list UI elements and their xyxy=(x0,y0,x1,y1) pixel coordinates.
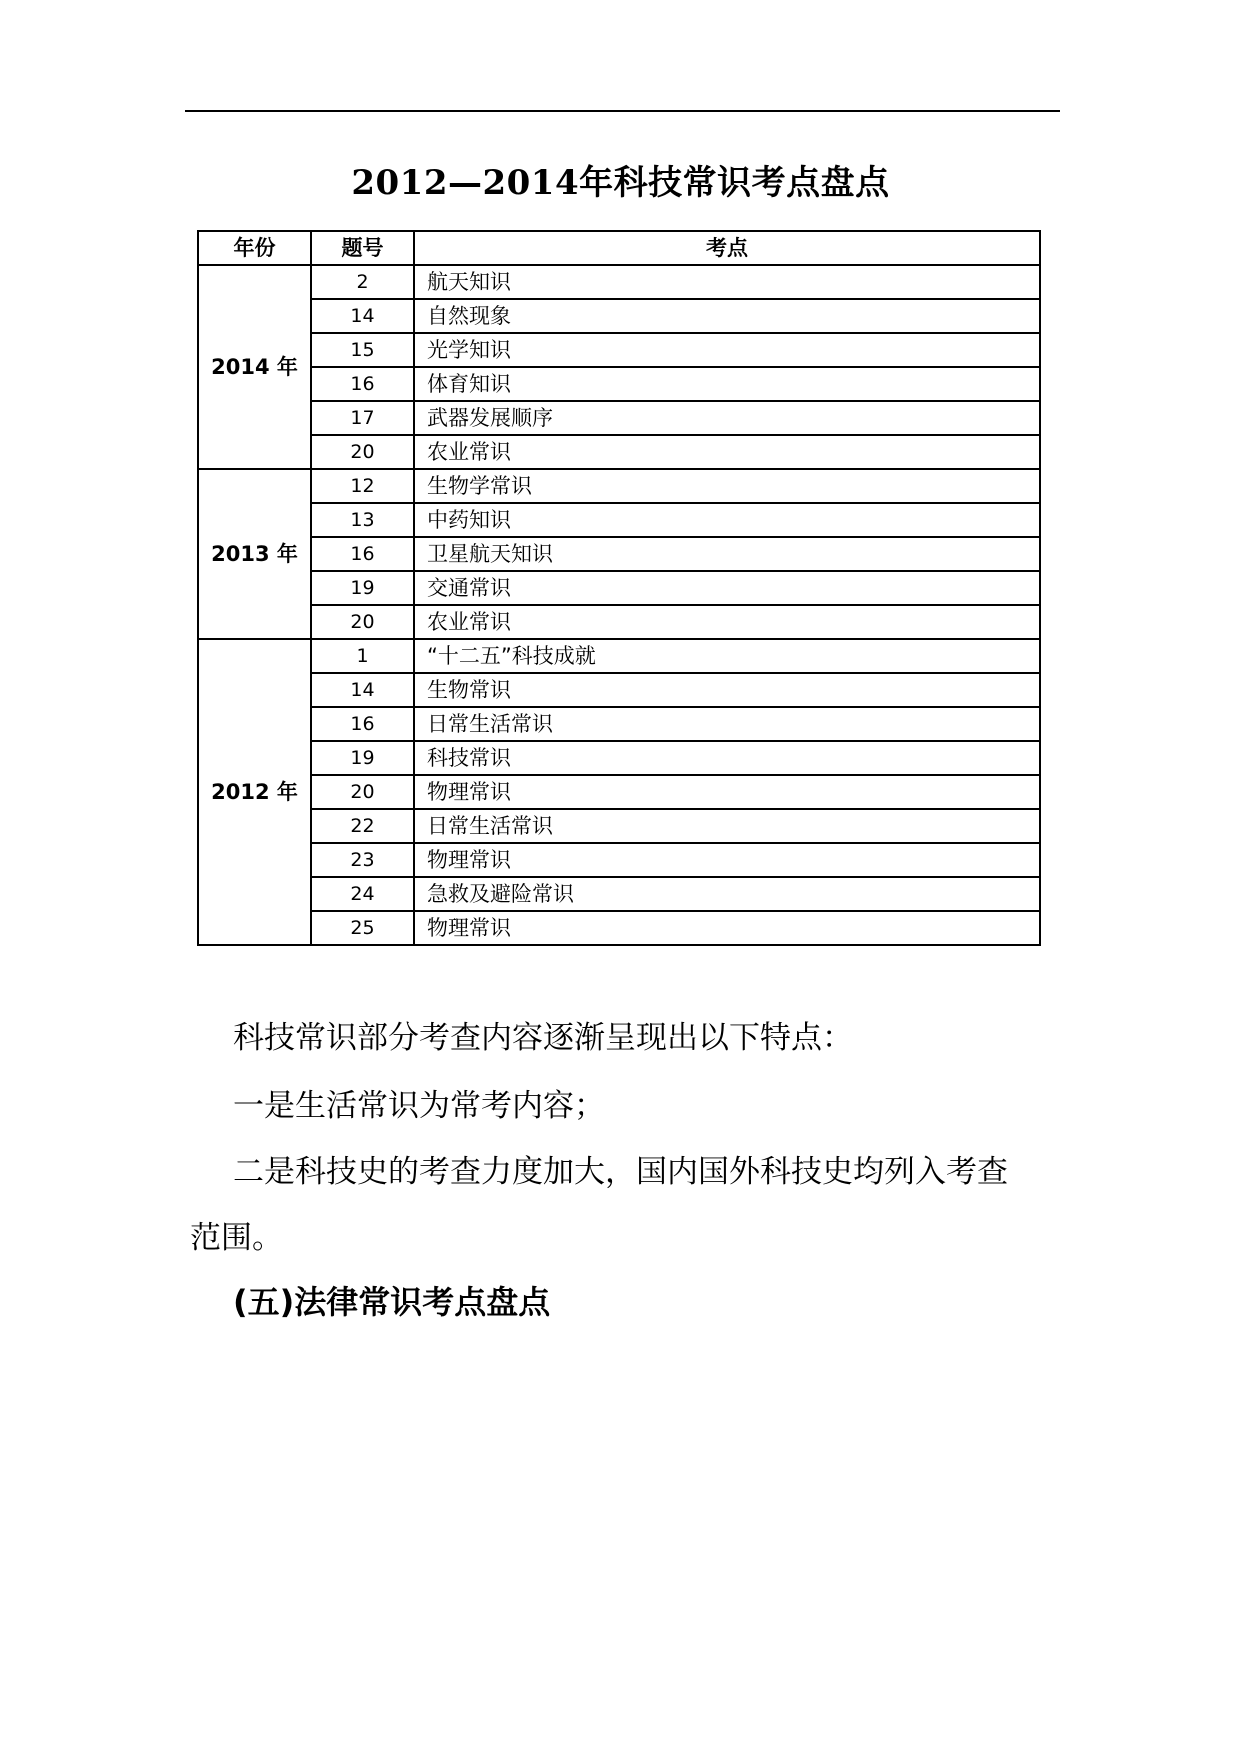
table-row xyxy=(198,503,1040,537)
table-header-row xyxy=(198,231,1040,265)
topic-cell: 物理常识 xyxy=(414,911,1040,945)
topic-cell: 光学知识 xyxy=(414,333,1040,367)
question-number: 12 xyxy=(311,469,414,503)
table-row xyxy=(198,333,1040,367)
topic-cell: 农业常识 xyxy=(414,435,1040,469)
table-row xyxy=(198,469,1040,503)
table-row xyxy=(198,639,1040,673)
table-row xyxy=(198,537,1040,571)
year-cell: 2012 年 xyxy=(198,639,311,945)
topic-cell: 日常生活常识 xyxy=(414,809,1040,843)
table-row xyxy=(198,435,1040,469)
question-number: 19 xyxy=(311,571,414,605)
question-number: 22 xyxy=(311,809,414,843)
topic-cell: 物理常识 xyxy=(414,843,1040,877)
question-number: 24 xyxy=(311,877,414,911)
table-row xyxy=(198,809,1040,843)
point-one-paragraph: 一是生活常识为常考内容； xyxy=(233,1088,605,1124)
topic-cell: 科技常识 xyxy=(414,741,1040,775)
header-topic: 考点 xyxy=(414,231,1040,265)
question-number: 13 xyxy=(311,503,414,537)
point-two-paragraph-line2: 范围。 xyxy=(190,1220,283,1256)
table-row xyxy=(198,741,1040,775)
table-row xyxy=(198,877,1040,911)
topic-cell: 急救及避险常识 xyxy=(414,877,1040,911)
table-row xyxy=(198,673,1040,707)
topic-cell: 生物常识 xyxy=(414,673,1040,707)
page-title: 2012—2014年科技常识考点盘点 xyxy=(351,163,890,203)
topic-cell: 中药知识 xyxy=(414,503,1040,537)
question-number: 17 xyxy=(311,401,414,435)
question-number: 14 xyxy=(311,673,414,707)
topic-cell: 自然现象 xyxy=(414,299,1040,333)
question-number: 14 xyxy=(311,299,414,333)
question-number: 23 xyxy=(311,843,414,877)
topic-cell: 交通常识 xyxy=(414,571,1040,605)
table-row xyxy=(198,265,1040,299)
year-cell: 2013 年 xyxy=(198,469,311,639)
question-number: 20 xyxy=(311,605,414,639)
topics-table-container xyxy=(197,230,1039,946)
topic-cell: “十二五”科技成就 xyxy=(414,639,1040,673)
table-row xyxy=(198,775,1040,809)
year-cell: 2014 年 xyxy=(198,265,311,469)
topic-cell: 物理常识 xyxy=(414,775,1040,809)
question-number: 16 xyxy=(311,537,414,571)
header-number: 题号 xyxy=(311,231,414,265)
topic-cell: 卫星航天知识 xyxy=(414,537,1040,571)
question-number: 16 xyxy=(311,367,414,401)
topic-cell: 日常生活常识 xyxy=(414,707,1040,741)
intro-paragraph: 科技常识部分考查内容逐渐呈现出以下特点： xyxy=(233,1020,853,1056)
topic-cell: 生物学常识 xyxy=(414,469,1040,503)
question-number: 15 xyxy=(311,333,414,367)
table-row xyxy=(198,367,1040,401)
table-row xyxy=(198,571,1040,605)
section-heading: (五)法律常识考点盘点 xyxy=(233,1283,551,1321)
question-number: 16 xyxy=(311,707,414,741)
topic-cell: 农业常识 xyxy=(414,605,1040,639)
table-row xyxy=(198,843,1040,877)
table-row xyxy=(198,605,1040,639)
question-number: 20 xyxy=(311,435,414,469)
header-rule xyxy=(185,110,1060,112)
topics-table xyxy=(197,230,1041,946)
question-number: 20 xyxy=(311,775,414,809)
question-number: 25 xyxy=(311,911,414,945)
question-number: 19 xyxy=(311,741,414,775)
table-row xyxy=(198,911,1040,945)
question-number: 2 xyxy=(311,265,414,299)
header-year: 年份 xyxy=(198,231,311,265)
table-row xyxy=(198,707,1040,741)
table-body xyxy=(198,265,1040,945)
topic-cell: 体育知识 xyxy=(414,367,1040,401)
topic-cell: 航天知识 xyxy=(414,265,1040,299)
table-row xyxy=(198,299,1040,333)
point-two-paragraph-line1: 二是科技史的考查力度加大，国内国外科技史均列入考查 xyxy=(233,1154,1008,1190)
table-row xyxy=(198,401,1040,435)
question-number: 1 xyxy=(311,639,414,673)
topic-cell: 武器发展顺序 xyxy=(414,401,1040,435)
